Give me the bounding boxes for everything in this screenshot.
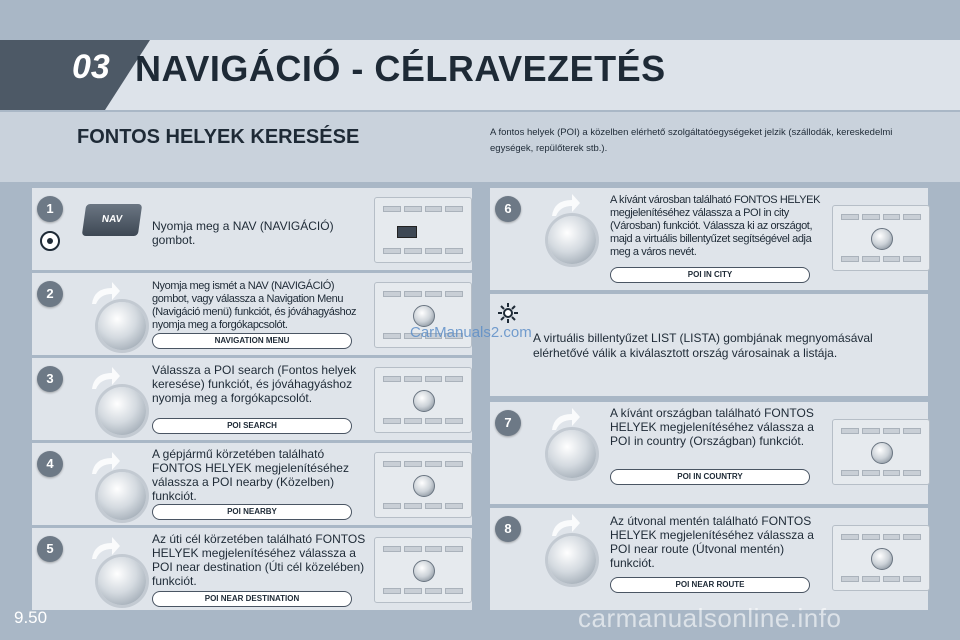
- menu-label-poi-near-destination: POI NEAR DESTINATION: [152, 591, 352, 607]
- page-title: NAVIGÁCIÓ - CÉLRAVEZETÉS: [135, 48, 666, 89]
- watermark-carmanuals: CarManuals2.com: [410, 324, 532, 341]
- step-text-6: A kívánt városban található FONTOS HELYEK megjelenítéséhez válassza a POI in city (Városban) funkciót. Válassza ki az országot, majd a virtuális billentyűzet segítségével adja meg a város nevét.: [610, 194, 821, 258]
- step-text-8: Az útvonal mentén található FONTOS HELYEK megjelenítéséhez válassza a POI near route (Útvonal mentén) funkciót.: [610, 514, 814, 570]
- step-text-3: Válassza a POI search (Fontos helyek keresése) funkciót, és jóváhagyáshoz nyomja meg a forgókapcsolót.: [152, 363, 357, 405]
- chapter-number: 03: [72, 48, 110, 86]
- rotary-knob-icon: [98, 387, 146, 435]
- step-number-1: 1: [37, 196, 63, 222]
- radio-panel-icon: [832, 205, 930, 271]
- info-text: A virtuális billentyűzet LIST (LISTA) gombjának megnyomásával elérhetővé válik a kiválasztott ország városainak a listája.: [533, 331, 873, 360]
- rotary-knob-icon: [98, 302, 146, 350]
- watermark-carmanualsonline: carmanualsonline.info: [578, 603, 842, 633]
- radio-panel-icon: [374, 452, 472, 518]
- menu-label-poi-in-country: POI IN COUNTRY: [610, 469, 810, 485]
- step-number-8: 8: [495, 516, 521, 542]
- nav-button-icon: NAV: [82, 204, 142, 236]
- menu-label-poi-near-route: POI NEAR ROUTE: [610, 577, 810, 593]
- radio-panel-icon: [832, 525, 930, 591]
- step-number-3: 3: [37, 366, 63, 392]
- step-text-1: Nyomja meg a NAV (NAVIGÁCIÓ) gombot.: [152, 219, 334, 247]
- step-text-4: A gépjármű körzetében található FONTOS HELYEK megjelenítéséhez válassza a POI nearby (Közelben) funkciót.: [152, 447, 349, 503]
- rotary-knob-icon: [98, 472, 146, 520]
- intro-text: A fontos helyek (POI) a közelben elérhető szolgáltatóegységeket jelzik (szállodák, kereskedelmi egységek, repülőterek stb.).: [490, 127, 893, 154]
- menu-label-poi-in-city: POI IN CITY: [610, 267, 810, 283]
- section-title: FONTOS HELYEK KERESÉSE: [77, 126, 360, 148]
- radio-panel-icon: [832, 419, 930, 485]
- compass-icon: [39, 230, 61, 252]
- step-text-5: Az úti cél körzetében található FONTOS HELYEK megjelenítéséhez válassza a POI near destination (Úti cél közelében) funkciót.: [152, 532, 366, 588]
- rotary-knob-icon: [548, 430, 596, 478]
- step-number-6: 6: [495, 196, 521, 222]
- radio-panel-icon: [374, 197, 472, 263]
- radio-panel-icon: [374, 537, 472, 603]
- menu-label-navigation: NAVIGATION MENU: [152, 333, 352, 349]
- step-text-7: A kívánt országban található FONTOS HELYEK megjelenítéséhez válassza a POI in country (Országban) funkciót.: [610, 406, 814, 448]
- menu-label-poi-search: POI SEARCH: [152, 418, 352, 434]
- step-number-2: 2: [37, 281, 63, 307]
- step-text-2: Nyomja meg ismét a NAV (NAVIGÁCIÓ) gombot, vagy válassza a Navigation Menu (Navigáció menü) funkciót, és jóváhagyáshoz nyomja meg a forgókapcsolót.: [152, 280, 357, 331]
- radio-panel-icon: [374, 367, 472, 433]
- sun-icon: [497, 302, 519, 324]
- rotary-knob-icon: [548, 216, 596, 264]
- step-number-7: 7: [495, 410, 521, 436]
- step-number-4: 4: [37, 451, 63, 477]
- step-number-5: 5: [37, 536, 63, 562]
- menu-label-poi-nearby: POI NEARBY: [152, 504, 352, 520]
- page-number: 9.50: [14, 608, 48, 627]
- rotary-knob-icon: [548, 536, 596, 584]
- rotary-knob-icon: [98, 557, 146, 605]
